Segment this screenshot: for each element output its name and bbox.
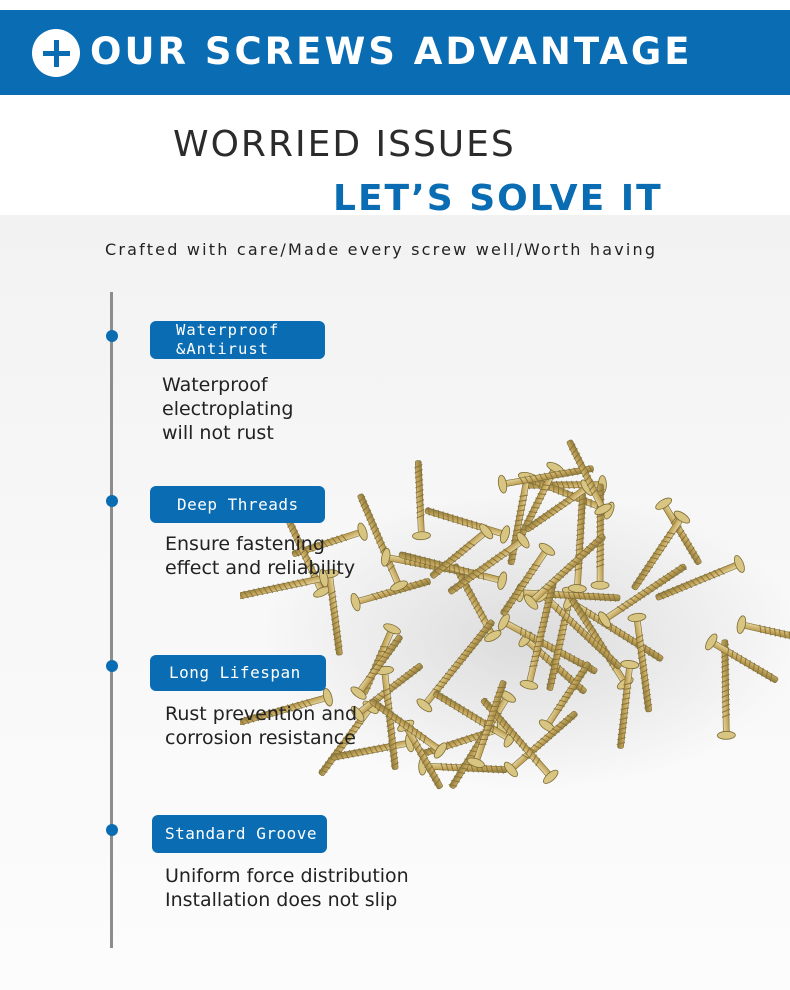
- feature-desc-deep-threads: [165, 532, 355, 580]
- feature-desc-standard-groove: [165, 864, 409, 912]
- feature-label-long-lifespan: [150, 655, 326, 691]
- feature-label-waterproof: [150, 321, 325, 359]
- feature-desc-line: Waterproof: [162, 374, 268, 396]
- feature-desc-line: Uniform force distribution: [165, 865, 409, 887]
- timeline-line: [110, 292, 113, 948]
- timeline-dot: [106, 660, 118, 672]
- feature-label-line: Standard Groove: [165, 824, 317, 843]
- feature-desc-waterproof: [162, 373, 293, 445]
- feature-desc-line: will not rust: [162, 422, 274, 444]
- feature-desc-long-lifespan: [165, 702, 357, 750]
- headline-solve: LET’S SOLVE IT: [333, 178, 663, 219]
- feature-desc-line: effect and reliability: [165, 557, 356, 579]
- feature-desc-line: Rust prevention and: [165, 703, 358, 725]
- feature-label-standard-groove: [152, 815, 327, 853]
- headline-worried: WORRIED ISSUES: [173, 124, 516, 165]
- feature-label-deep-threads: [150, 486, 325, 523]
- tagline: Crafted with care/Made every screw well/Worth having: [105, 240, 658, 259]
- feature-label-line: Long Lifespan: [169, 663, 301, 682]
- feature-desc-line: electroplating: [162, 398, 294, 420]
- feature-desc-line: Ensure fastening: [165, 533, 325, 555]
- timeline-dot: [106, 330, 118, 342]
- feature-label-line: &Antirust: [176, 340, 269, 358]
- timeline-dot: [106, 824, 118, 836]
- header-banner: [0, 10, 790, 95]
- feature-desc-line: corrosion resistance: [165, 727, 356, 749]
- banner-title: OUR SCREWS ADVANTAGE: [90, 30, 693, 73]
- feature-desc-line: Installation does not slip: [165, 889, 398, 911]
- feature-label-line: Deep Threads: [177, 495, 299, 514]
- timeline-dot: [106, 495, 118, 507]
- screws-pile-image: [240, 420, 790, 810]
- plus-icon: [32, 29, 80, 77]
- feature-label-line: Waterproof: [176, 321, 280, 339]
